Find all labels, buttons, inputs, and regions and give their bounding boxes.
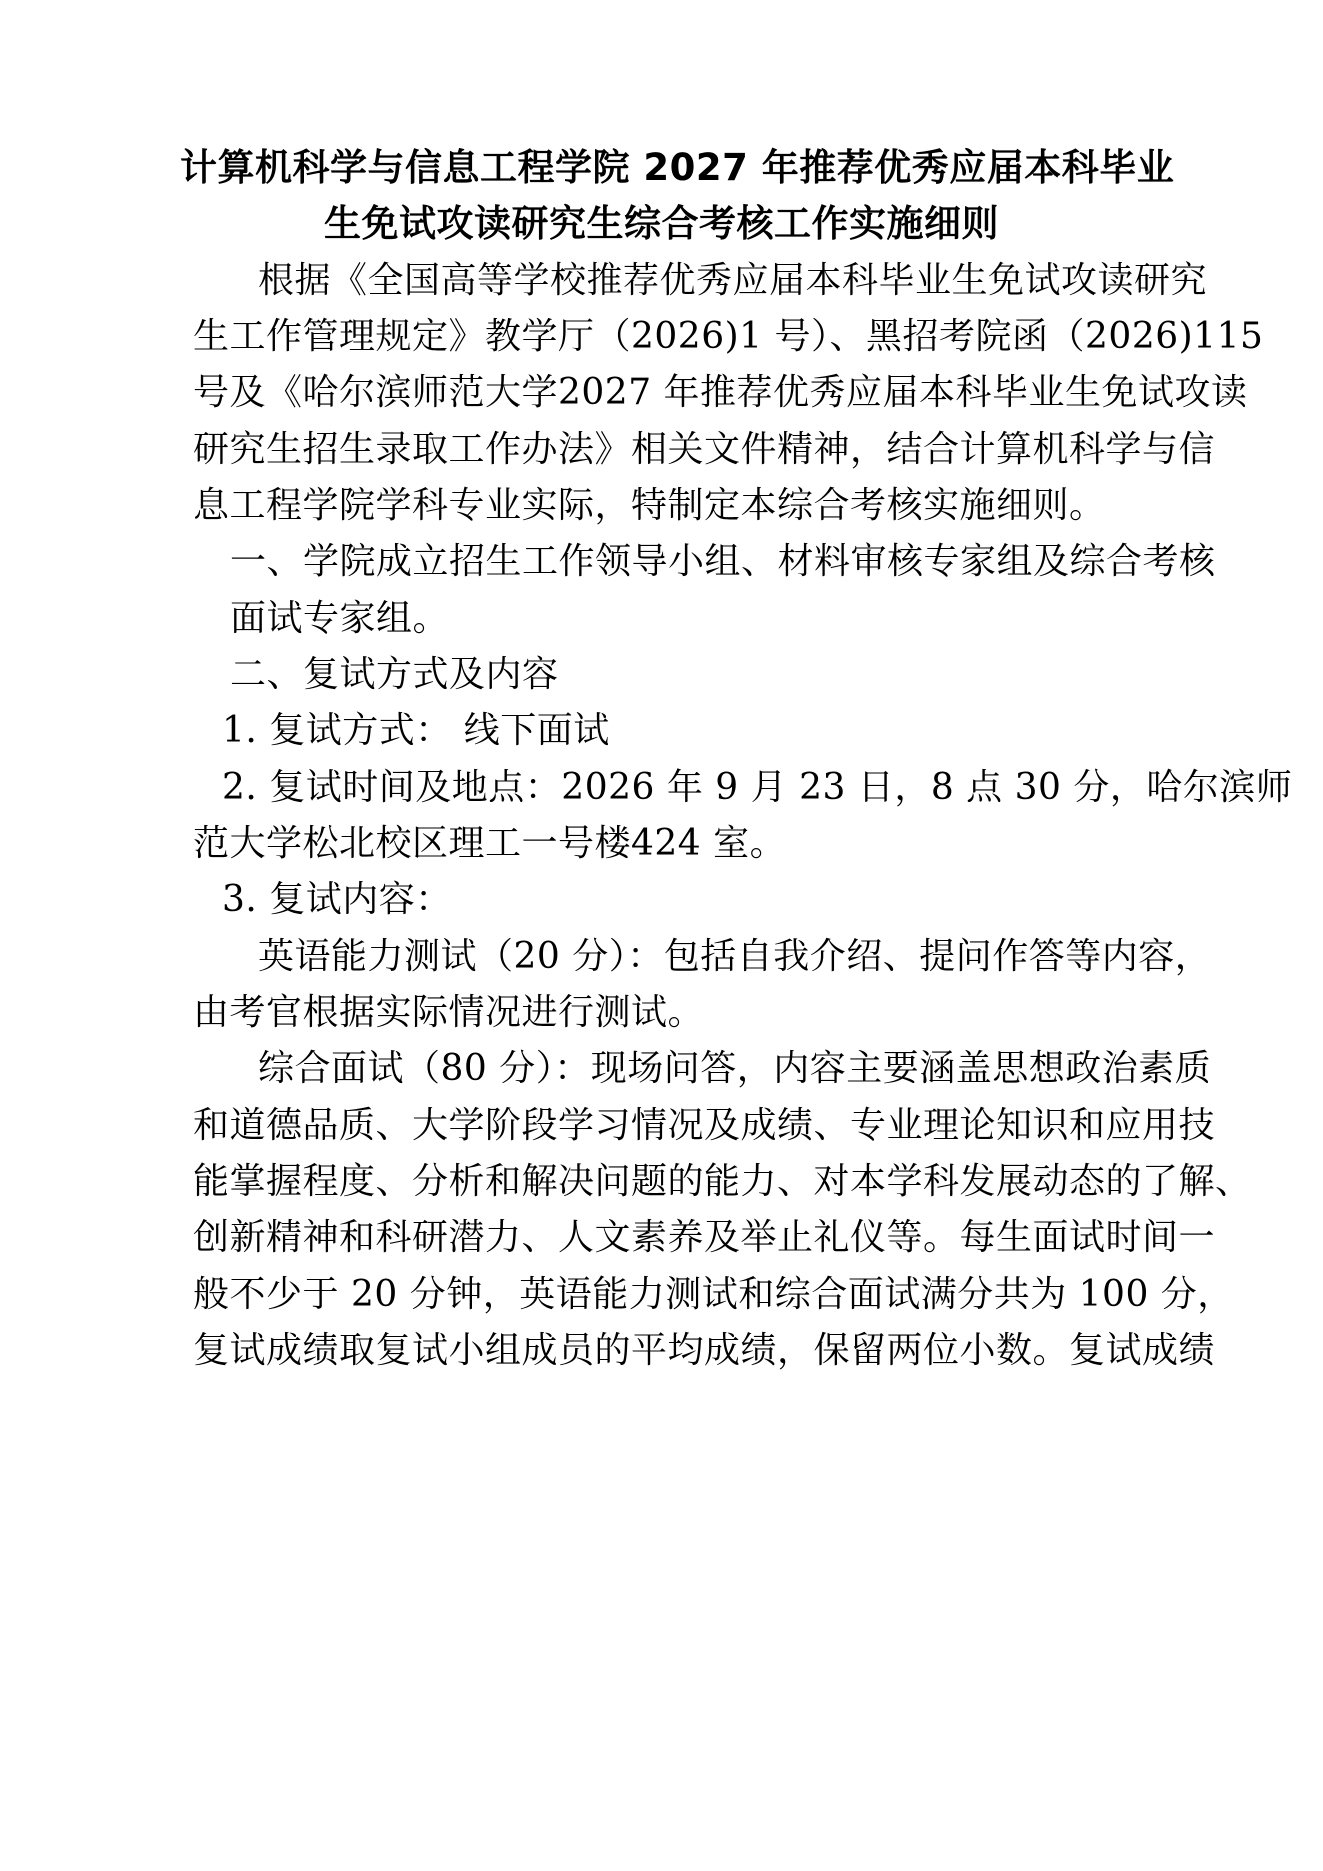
paragraph-interview-line-2: 和道德品质、大学阶段学习情况及成绩、专业理论知识和应用技 xyxy=(193,1105,1216,1146)
paragraph-interview-line-1: 综合面试（80 分）：现场问答，内容主要涵盖思想政治素质 xyxy=(258,1048,1212,1089)
section-one-heading-line-2: 面试专家组。 xyxy=(230,598,450,639)
paragraph-intro-line-3: 号及《哈尔滨师范大学2027 年推荐优秀应届本科毕业生免试攻读 xyxy=(193,372,1248,413)
paragraph-intro-line-4: 研究生招生录取工作办法》相关文件精神，结合计算机科学与信 xyxy=(193,429,1216,470)
item-1-method: 1. 复试方式： 线下面试 xyxy=(222,710,610,751)
section-two-heading: 二、复试方式及内容 xyxy=(230,654,559,695)
paragraph-english-test-line-1: 英语能力测试（20 分）：包括自我介绍、提问作答等内容， xyxy=(258,936,1212,977)
item-2-time-place-line-1: 2. 复试时间及地点：2026 年 9 月 23 日，8 点 30 分，哈尔滨师 xyxy=(222,767,1293,808)
paragraph-interview-line-3: 能掌握程度、分析和解决问题的能力、对本学科发展动态的了解、 xyxy=(193,1161,1252,1202)
paragraph-intro-line-5: 息工程学院学科专业实际，特制定本综合考核实施细则。 xyxy=(193,485,1106,526)
document-title-line-2: 生免试攻读研究生综合考核工作实施细则 xyxy=(324,202,999,245)
paragraph-english-test-line-2: 由考官根据实际情况进行测试。 xyxy=(193,992,705,1033)
item-3-content-heading: 3. 复试内容： xyxy=(222,879,452,920)
item-2-time-place-line-2: 范大学松北校区理工一号楼424 室。 xyxy=(193,823,787,864)
paragraph-intro-line-2: 生工作管理规定》教学厅（2026)1 号）、黑招考院函（2026)115 xyxy=(193,316,1264,357)
paragraph-interview-line-4: 创新精神和科研潜力、人文素养及举止礼仪等。每生面试时间一 xyxy=(193,1217,1216,1258)
paragraph-intro-line-1: 根据《全国高等学校推荐优秀应届本科毕业生免试攻读研究 xyxy=(258,260,1208,301)
paragraph-interview-line-6: 复试成绩取复试小组成员的平均成绩，保留两位小数。复试成绩 xyxy=(193,1330,1216,1371)
section-one-heading-line-1: 一、学院成立招生工作领导小组、材料审核专家组及综合考核 xyxy=(230,541,1216,582)
document-title-line-1: 计算机科学与信息工程学院 2027 年推荐优秀应届本科毕业 xyxy=(180,146,1175,189)
paragraph-interview-line-5: 般不少于 20 分钟，英语能力测试和综合面试满分共为 100 分， xyxy=(193,1274,1234,1315)
